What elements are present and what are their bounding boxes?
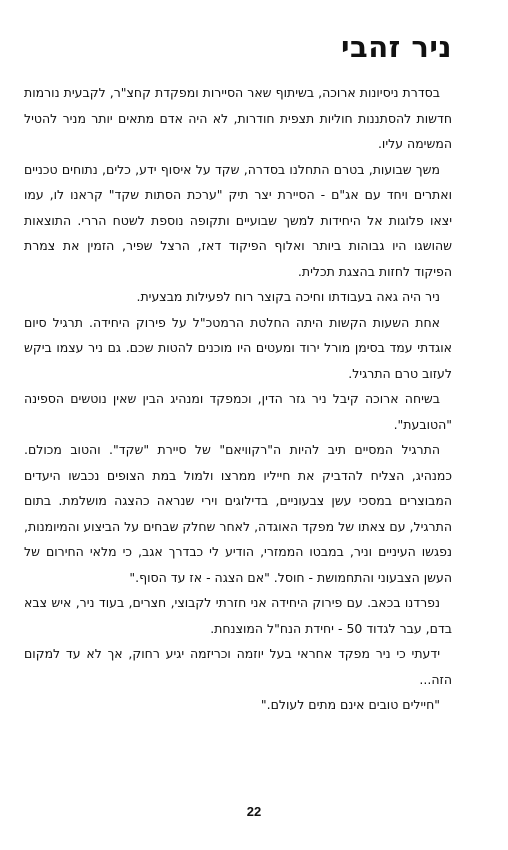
page-title: ניר זהבי xyxy=(341,30,452,64)
paragraph-3: ניר היה גאה בעבודתו וחיכה בקוצר רוח לפעילות מבצעית. xyxy=(136,289,440,304)
page-number: 22 xyxy=(246,804,262,819)
paragraph-4: אחת השעות הקשות היתה החלטת הרמטכ"ל על פירוק היחידה. תרגיל סיום אוגדתי עמד בסימן מורל ירוד ומעטים היו מוכנים להטות שכם. גם ניר עצמו ביקש לעזוב טרם התרגיל. xyxy=(24,314,452,381)
paragraph-5: בשיחה ארוכה קיבל ניר גזר הדין, וכמפקד ומנהיג הבין שאין נוטשים הספינה "הטובעת". xyxy=(24,391,452,432)
paragraph-2: משך שבועות, בטרם התחלנו בסדרה, שקד על איסוף ידע, כלים, נתוחים טכניים ואתרים ויחד עם אג"ם - הסיירת יצר תיק "ערכת הסתות שקד" קראנו לו, עמו יצאו פלוגות אל היחידות למשך שבועיים ותקופה נוספת לשטח הררי. התוצאות שהושגו היו גבוהות ביותר ואלוף הפיקוד דאז, הרצל שפיר, הזמין את צמרת הפיקוד לחזות בהצגת תכלית. xyxy=(24,161,452,279)
paragraph-1: בסדרת ניסיונות ארוכה, בשיתוף שאר הסיירות ומפקדת קחצ"ר, לקבעית נורמות חדשות להסתננות חוליות תצפית חודרות, לא היה אדם מתאים יותר מניר להטיל המשימה עליו. xyxy=(24,85,452,151)
paragraph-8: ידעתי כי ניר מפקד אחראי בעל יוזמה וכריזמה יגיע רחוק, אך לא עד למקום הזה... xyxy=(24,646,452,687)
paragraph-7: נפרדנו בכאב. עם פירוק היחידה אני חזרתי לקבוצי, חצרים, בעוד ניר, איש צבא בדם, עבר לגדוד 50 - יחידת הנח"ל המוצנחת. xyxy=(24,595,452,636)
paragraph-9: "חיילים טובים אינם מתים לעולם." xyxy=(260,697,440,712)
document-page xyxy=(24,28,452,718)
paragraph-6: התרגיל המסיים תיב להיות ה"רקוויאם" של סיירת "שקד". והטוב מכולם. כמנהיג, הצליח להדביק את חייליו ממרצו ולמול במת הצופים נכבשו היעדים המבוצרים במסכי עשן צבעוניים, בדילוגים וירי שנראה כהצגה מושלמת. בתום התרגיל, עם צאתו של מפקד האוגדה, לאחר שחלק שבחים על הביצוע והמיומנות, נפגשו העיניים וניר, במבטו הממזרי, הודיע לי כבדרך אגב, כי מלאי החירום של העשן הצבעוני והתחמושת - חוסל. "אם הצגה - אז עד הסוף." xyxy=(24,442,452,585)
